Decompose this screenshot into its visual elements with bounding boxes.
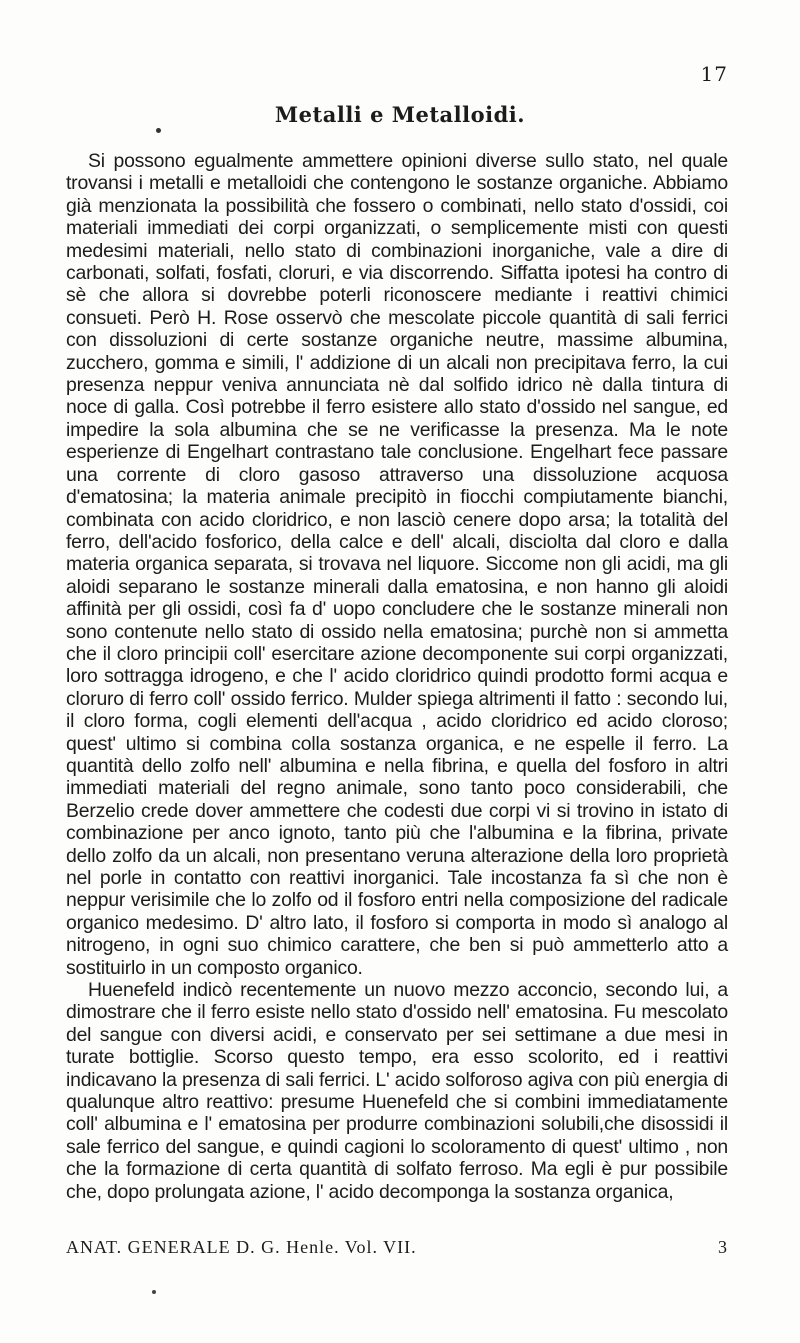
body-text — [66, 150, 728, 1203]
page-number: 17 — [700, 62, 728, 86]
signature-mark: 3 — [718, 1237, 728, 1257]
paragraph-1: Si possono egualmente ammettere opinioni diverse sullo stato, nel quale trovansi i metalli e metalloidi che contengono le sostanze organiche. Abbiamo già menzionata la possibilità che fossero o combinati, nello stato d'ossidi, coi materiali immediati dei corpi organizzati, o semplicemente misti con questi medesimi materiali, nello stato di combinazioni inorganiche, vale a dire di carbonati, solfati, fosfati, cloruri, e via discorrendo. Siffatta ipotesi ha contro di sè che allora si dovrebbe poterli riconoscere mediante i reattivi chimici consueti. Però H. Rose osservò che mescolate piccole quantità di sali ferrici con dissoluzioni di certe sostanze organiche neutre, massime albumina, zucchero, gomma e simili, l' addizione di un alcali non precipitava ferro, la cui presenza neppur veniva annunciata nè dal solfido idrico nè dalla tintura di noce di galla. Così potrebbe il ferro esistere allo stato d'ossido nel sangue, ed impedire la sola albumina che se ne verificasse la presenza. Ma le note esperienze di Engelhart contrastano tale conclusione. Engelhart fece passare una corrente di cloro gasoso attraverso una dissoluzione acquosa d'ematosina; la materia animale precipitò in fiocchi compiutamente bianchi, combinata con acido cloridrico, e non lasciò cenere dopo arsa; la totalità del ferro, dell'acido fosforico, della calce e dell' alcali, disciolta dal cloro e dalla materia organica separata, si trovava nel liquore. Siccome non gli acidi, ma gli aloidi separano le sostanze minerali dalla ematosina, e non hanno gli aloidi affinità per gli ossidi, così fa d' uopo concludere che le sostanze minerali non sono contenute nello stato di ossido nella ematosina; purchè non si ammetta che il cloro principii coll' esercitare azione decomponente sui corpi organizzati, loro sottragga idrogeno, e che l' acido cloridrico quindi prodotto formi acqua e cloruro di ferro coll' ossido ferrico. Mulder spiega altrimenti il fatto : secondo lui, il cloro forma, cogli elementi dell'acqua , acido cloridrico ed acido cloroso; quest' ultimo si combina colla sostanza organica, e ne espelle il ferro. La quantità dello zolfo nell' albumina e nella fibrina, e quella del fosforo in altri immediati materiali del regno animale, sono tanto poco considerabili, che Berzelio crede dover ammettere che codesti due corpi vi si trovino in istato di combinazione per anco ignoto, tanto più che l'albumina e la fibrina, private dello zolfo da un alcali, non presentano veruna alterazione della loro proprietà nel porle in contatto con reattivi inorganici. Tale incostanza fa sì che non è neppur verisimile che lo zolfo od il fosforo entri nella composizione del radicale organico medesimo. D' altro lato, il fosforo si comporta in modo sì analogo al nitrogeno, in ogni suo chimico carattere, che ben si può ammetterlo atto a sostituirlo in un composto organico. — [66, 150, 728, 979]
ink-dot — [156, 128, 161, 133]
running-title: ANAT. GENERALE D. G. Henle. Vol. VII. — [66, 1237, 417, 1257]
ink-speck — [152, 1290, 156, 1294]
paragraph-2: Huenefeld indicò recentemente un nuovo mezzo acconcio, secondo lui, a dimostrare che il ferro esiste nello stato d'ossido nell' ematosina. Fu mescolato del sangue con diversi acidi, e conservato per sei settimane a due mesi in turate bottiglie. Scorso questo tempo, era esso scolorito, ed i reattivi indicavano la presenza di sali ferrici. L' acido solforoso agiva con più energia di qualunque altro reattivo: presume Huenefeld che si combini immediatamente coll' albumina e l' ematosina per produrre combinazioni solubili,che disossidi il sale ferrico del sangue, e quindi cagioni lo scoloramento di quest' ultimo , non che la formazione di certa quantità di solfato ferroso. Ma egli è pur possibile che, dopo prolungata azione, l' acido decomponga la sostanza organica, — [66, 979, 728, 1203]
section-title: Metalli e Metalloidi. — [274, 102, 526, 127]
page-footer — [66, 1237, 730, 1258]
